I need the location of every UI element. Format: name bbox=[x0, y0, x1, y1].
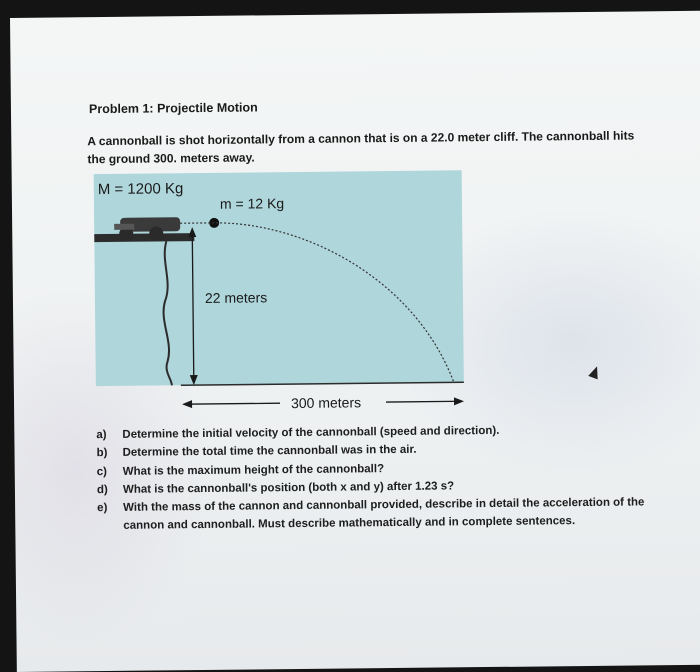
distance-label: 300 meters bbox=[290, 394, 362, 412]
problem-statement: A cannonball is shot horizontally from a cannon that is on a 22.0 meter cliff. The cannonball hits the ground 300. meters away. bbox=[87, 128, 635, 167]
question-text: What is the maximum height of the cannonball? bbox=[122, 462, 385, 478]
question-text: With the mass of the cannon and cannonball provided, describe in detail the acceleration of the cannon and cannonball. Must describe mathematically and in complete sentences. bbox=[123, 496, 645, 533]
cliff-top bbox=[94, 233, 194, 242]
question-letter: b) bbox=[96, 447, 108, 460]
question-text: What is the cannonball's position (both x and y) after 1.23 s? bbox=[122, 480, 455, 496]
question-list bbox=[96, 420, 687, 536]
distance-arrow-left-icon bbox=[182, 400, 192, 408]
question-letter: a) bbox=[96, 429, 107, 442]
ball-mass-label: m = 12 Kg bbox=[219, 195, 285, 212]
distance-arrow-left bbox=[184, 403, 280, 404]
projectile-diagram bbox=[84, 168, 477, 422]
height-label: 22 meters bbox=[204, 289, 268, 306]
question-letter: d) bbox=[96, 483, 108, 497]
question-item bbox=[97, 493, 687, 536]
distance-arrow-right bbox=[386, 401, 462, 402]
worksheet-page bbox=[10, 11, 700, 672]
distance-arrow-right-icon bbox=[454, 397, 464, 405]
question-letter: e) bbox=[97, 502, 108, 515]
question-text: Determine the total time the cannonball was in the air. bbox=[122, 444, 417, 460]
question-text: Determine the initial velocity of the cannonball (speed and direction). bbox=[122, 424, 500, 441]
problem-title: Problem 1: Projectile Motion bbox=[88, 100, 258, 117]
cannon-mass-label: M = 1200 Kg bbox=[97, 180, 184, 199]
diagram-svg bbox=[84, 168, 477, 422]
question-letter: c) bbox=[96, 465, 108, 478]
